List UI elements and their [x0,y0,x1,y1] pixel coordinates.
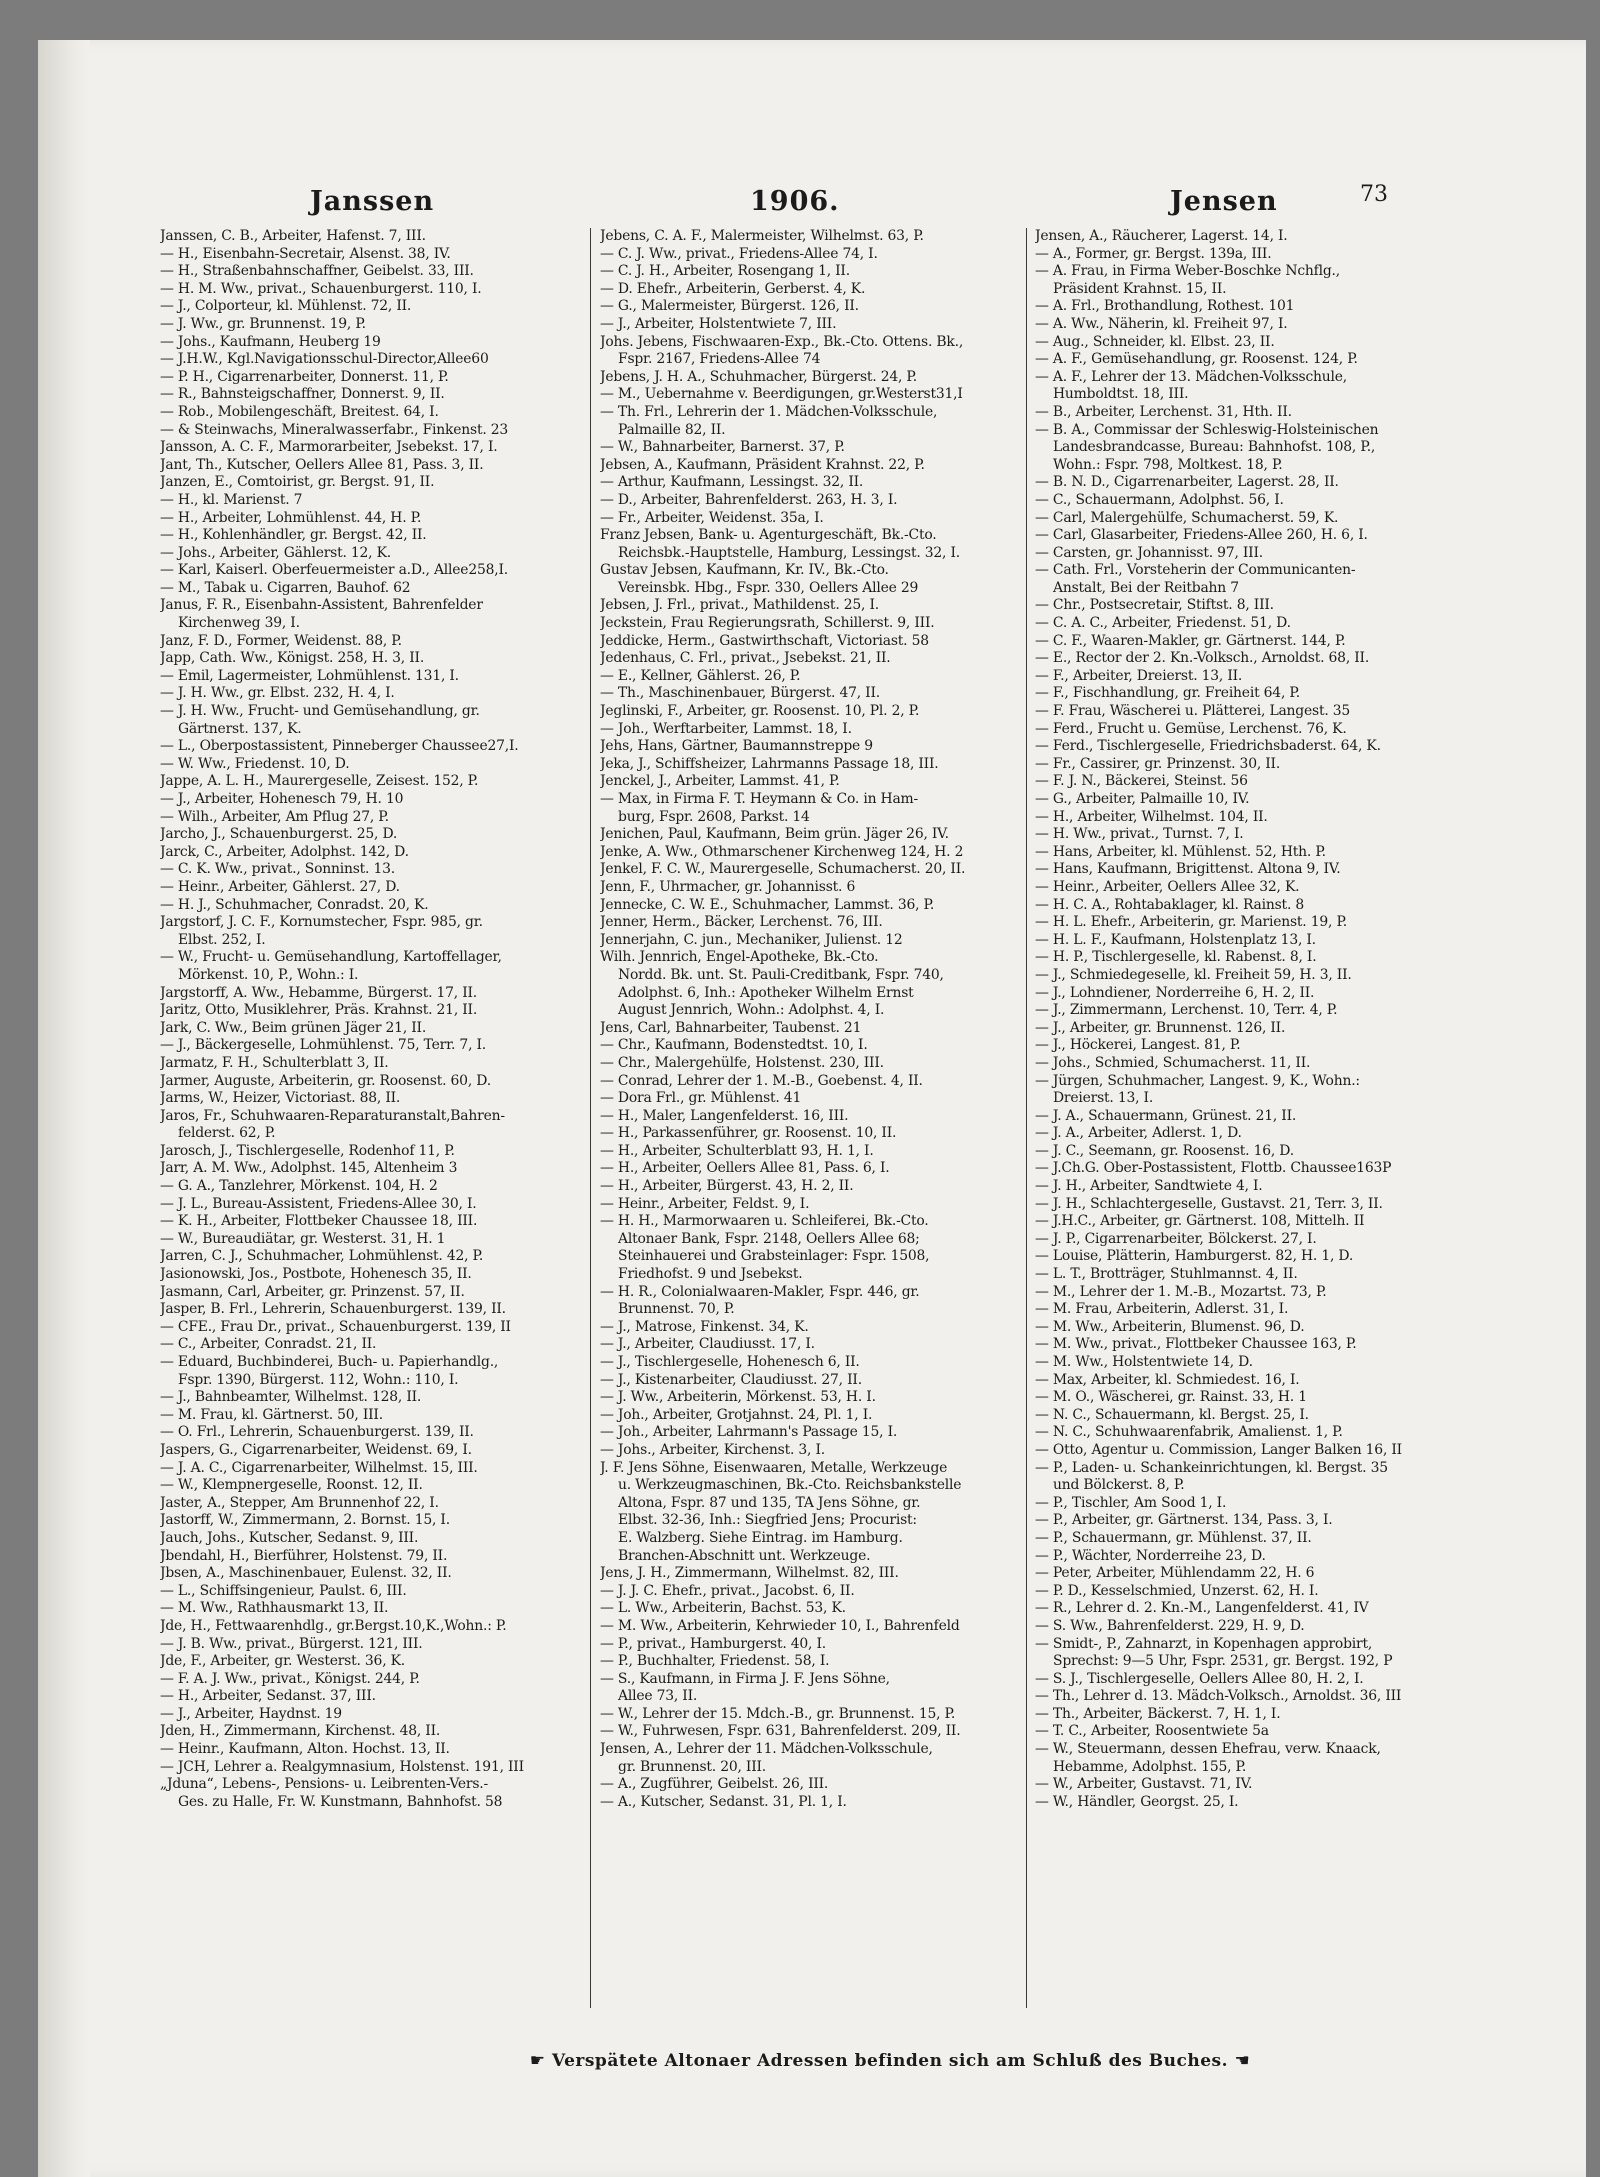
directory-entry: Gärtnerst. 137, K. [178,720,302,737]
directory-entry: — W., Frucht- u. Gemüsehandlung, Kartoffellager, [160,949,502,966]
directory-entry: — W., Händler, Georgst. 25, I. [1035,1793,1239,1810]
directory-entry: — J. A., Arbeiter, Adlerst. 1, D. [1035,1125,1242,1142]
directory-entry: Jensen, A., Lehrer der 11. Mädchen-Volksschule, [600,1741,933,1758]
directory-entry: — P. D., Kesselschmied, Unzerst. 62, H. I. [1035,1582,1319,1599]
directory-entry: — Aug., Schneider, kl. Elbst. 23, II. [1035,333,1275,350]
directory-entry: Jaros, Fr., Schuhwaaren-Reparaturanstalt,Bahren- [160,1107,505,1124]
directory-entry: — J., Höckerei, Langest. 81, P. [1035,1037,1241,1054]
directory-entry: — Hans, Arbeiter, kl. Mühlenst. 52, Hth. P. [1035,843,1326,860]
directory-entry: Jennerjahn, C. jun., Mechaniker, Julienst. 12 [600,931,903,948]
directory-entry: — A. F., Gemüsehandlung, gr. Roosenst. 124, P. [1035,351,1358,368]
directory-entry: — Heinr., Arbeiter, Gählerst. 27, D. [160,878,400,895]
directory-entry: Janssen, C. B., Arbeiter, Hafenst. 7, III. [160,228,426,244]
directory-entry: — C. F., Waaren-Makler, gr. Gärtnerst. 144, P. [1035,632,1346,649]
directory-entry: — J., Arbeiter, Haydnst. 19 [160,1705,342,1722]
directory-entry: — Heinr., Arbeiter, Feldst. 9, I. [600,1195,810,1212]
directory-entry: Jens, Carl, Bahnarbeiter, Taubenst. 21 [600,1019,862,1036]
directory-entry: — A. Frl., Brothandlung, Rothest. 101 [1035,298,1295,315]
directory-entry: — C. K. Ww., privat., Sonninst. 13. [160,861,395,878]
directory-entry: — Conrad, Lehrer der 1. M.-B., Goebenst. 4, II. [600,1072,923,1089]
directory-entry: — J.H.C., Arbeiter, gr. Gärtnerst. 108, Mittelh. II [1035,1213,1365,1230]
directory-entry: — H. M. Ww., privat., Schauenburgerst. 110, I. [160,280,482,297]
directory-entry: Johs. Jebens, Fischwaaren-Exp., Bk.-Cto. Ottens. Bk., [600,333,964,350]
directory-entry: Dreierst. 13, I. [1053,1090,1154,1107]
directory-entry: — H. Ww., privat., Turnst. 7, I. [1035,826,1244,843]
directory-entry: — Dora Frl., gr. Mühlenst. 41 [600,1090,802,1107]
directory-entry: Humboldtst. 18, III. [1053,386,1189,403]
directory-entry: — Th., Maschinenbauer, Bürgerst. 47, II. [600,685,880,702]
directory-entry: — H. J., Schuhmacher, Conradst. 20, K. [160,896,429,913]
directory-entry: — Johs., Kaufmann, Heuberg 19 [160,333,381,350]
directory-entry: — Wilh., Arbeiter, Am Pflug 27, P. [160,808,389,825]
directory-entry: — CFE., Frau Dr., privat., Schauenburgerst. 139, II [160,1318,511,1335]
directory-entry: Jarms, W., Heizer, Victoriast. 88, II. [160,1090,401,1107]
directory-entry: — H. L. Ehefr., Arbeiterin, gr. Marienst. 19, P. [1035,914,1347,931]
directory-entry: Jeglinski, F., Arbeiter, gr. Roosenst. 10, Pl. 2, P. [600,703,920,720]
directory-entry: — G., Malermeister, Bürgerst. 126, II. [600,298,859,315]
directory-entry: — H. R., Colonialwaaren-Makler, Fspr. 446, gr. [600,1283,920,1300]
directory-entry: Jenn, F., Uhrmacher, gr. Johannisst. 6 [600,878,856,895]
directory-entry: — A. F., Lehrer der 13. Mädchen-Volksschule, [1035,368,1348,385]
directory-entry: — W., Bahnarbeiter, Barnerst. 37, P. [600,439,845,456]
directory-entry: Franz Jebsen, Bank- u. Agenturgeschäft, Bk.-Cto. [600,527,937,544]
directory-entry: gr. Brunnenst. 20, III. [618,1758,767,1775]
directory-entry: — M. Ww., Arbeiterin, Kehrwieder 10, I., Bahrenfeld [600,1617,960,1634]
directory-entry: — H., Arbeiter, Oellers Allee 81, Pass. 6, I. [600,1160,890,1177]
directory-entry: Jarmer, Auguste, Arbeiterin, gr. Roosenst. 60, D. [160,1072,491,1089]
directory-entry: — H., Arbeiter, Schulterblatt 93, H. 1, I. [600,1142,874,1159]
directory-entry: — J. B. Ww., privat., Bürgerst. 121, III. [160,1635,423,1652]
directory-entry: — T. C., Arbeiter, Roosentwiete 5a [1035,1723,1269,1740]
directory-entry: — S., Kaufmann, in Firma J. F. Jens Söhne, [600,1670,890,1687]
directory-entry: — J. A. C., Cigarrenarbeiter, Wilhelmst. 15, III. [160,1459,478,1476]
directory-entry: — H. C. A., Rohtabaklager, kl. Rainst. 8 [1035,896,1305,913]
directory-entry: — S. J., Tischlergeselle, Oellers Allee 80, H. 2, I. [1035,1670,1364,1687]
directory-entry: Jenner, Herm., Bäcker, Lerchenst. 76, III. [600,914,883,931]
directory-entry: — E., Kellner, Gählerst. 26, P. [600,667,801,684]
directory-entry: — A., Kutscher, Sedanst. 31, Pl. 1, I. [600,1793,847,1810]
directory-entry: — A., Zugführer, Geibelst. 26, III. [600,1776,829,1793]
directory-entry: — Joh., Werftarbeiter, Lammst. 18, I. [600,720,852,737]
directory-entry: — L., Oberpostassistent, Pinneberger Chaussee27,I. [160,738,519,755]
directory-entry: — L. T., Brotträger, Stuhlmannst. 4, II. [1035,1266,1298,1283]
directory-entry: — A. Ww., Näherin, kl. Freiheit 97, I. [1035,315,1288,332]
directory-entry: — J. Ww., Arbeiterin, Mörkenst. 53, H. I. [600,1389,876,1406]
directory-entry: — Otto, Agentur u. Commission, Langer Balken 16, II [1035,1441,1402,1458]
directory-entry: — Carl, Malergehülfe, Schumacherst. 59, K. [1035,509,1339,526]
directory-entry: — Peter, Arbeiter, Mühlendamm 22, H. 6 [1035,1565,1315,1582]
directory-entry: Jargstorf, J. C. F., Kornumstecher, Fspr. 985, gr. [160,914,483,931]
directory-entry: Branchen-Abschnitt unt. Werkzeuge. [618,1547,871,1564]
header-year: 1906. [750,186,840,217]
directory-entry: — M., Uebernahme v. Beerdigungen, gr.Westerst31,I [600,386,963,403]
directory-entry: — B. N. D., Cigarrenarbeiter, Lagerst. 28, II. [1035,474,1339,491]
directory-entry: Jasmann, Carl, Arbeiter, gr. Prinzenst. 57, II. [160,1283,465,1300]
directory-entry: — H. P., Tischlergeselle, kl. Rabenst. 8, I. [1035,949,1317,966]
directory-entry: — P., Tischler, Am Sood 1, I. [1035,1494,1227,1511]
directory-entry: — Th., Arbeiter, Bäckerst. 7, H. 1, I. [1035,1705,1281,1722]
directory-entry: — P., Schauermann, gr. Mühlenst. 37, II. [1035,1529,1312,1546]
directory-entry: — Louise, Plätterin, Hamburgerst. 82, H. 1, D. [1035,1248,1354,1265]
directory-entry: Altona, Fspr. 87 und 135, TA Jens Söhne, gr. [618,1494,921,1511]
directory-entry: Jasionowski, Jos., Postbote, Hohenesch 35, II. [160,1266,472,1283]
directory-entry: — Jürgen, Schuhmacher, Langest. 9, K., Wohn.: [1035,1072,1360,1089]
directory-entry: Jensen, A., Räucherer, Lagerst. 14, I. [1035,228,1288,244]
directory-entry: — J. A., Schauermann, Grünest. 21, II. [1035,1107,1297,1124]
directory-entry: Jaritz, Otto, Musiklehrer, Präs. Krahnst. 21, II. [160,1002,478,1019]
directory-entry: — J., Arbeiter, Holstentwiete 7, III. [600,315,837,332]
directory-entry: felderst. 62, P. [178,1125,276,1142]
directory-entry: — Cath. Frl., Vorsteherin der Communicanten- [1035,562,1356,579]
directory-entry: — Joh., Arbeiter, Lahrmann's Passage 15, I. [600,1424,898,1441]
directory-entry: Jennecke, C. W. E., Schuhmacher, Lammst. 36, P. [600,896,935,913]
directory-entry: — J. P., Cigarrenarbeiter, Bölckerst. 27, I. [1035,1230,1317,1247]
directory-entry: Ges. zu Halle, Fr. W. Kunstmann, Bahnhofst. 58 [178,1793,503,1810]
directory-entry: Jappe, A. L. H., Maurergeselle, Zeisest. 152, P. [160,773,479,790]
directory-entry: Jens, J. H., Zimmermann, Wilhelmst. 82, III. [600,1565,899,1582]
directory-entry: — J., Bahnbeamter, Wilhelmst. 128, II. [160,1389,422,1406]
directory-entry: August Jennrich, Wohn.: Adolphst. 4, I. [618,1002,885,1019]
directory-entry: — W., Bureaudiätar, gr. Westerst. 31, H. 1 [160,1230,446,1247]
directory-entry: — H., Arbeiter, Wilhelmst. 104, II. [1035,808,1268,825]
directory-entry: — J. Ww., gr. Brunnenst. 19, P. [160,315,366,332]
directory-entry: Fspr. 2167, Friedens-Allee 74 [618,351,821,368]
directory-entry: — G. A., Tanzlehrer, Mörkenst. 104, H. 2 [160,1178,438,1195]
directory-entry: Jarr, A. M. Ww., Adolphst. 145, Altenheim 3 [160,1160,458,1177]
directory-entry: — Hans, Kaufmann, Brigittenst. Altona 9, IV. [1035,861,1341,878]
directory-entry: Landesbrandcasse, Bureau: Bahnhofst. 108, P., [1053,439,1376,456]
directory-entry: Brunnenst. 70, P. [618,1301,735,1318]
directory-entry: — M. O., Wäscherei, gr. Rainst. 33, H. 1 [1035,1389,1307,1406]
directory-entry: — Fr., Cassirer, gr. Prinzenst. 30, II. [1035,755,1281,772]
directory-entry: Jansson, A. C. F., Marmorarbeiter, Jsebekst. 17, I. [160,439,498,456]
directory-entry: — P., Arbeiter, gr. Gärtnerst. 134, Pass. 3, I. [1035,1512,1333,1529]
directory-entry: — J. J. C. Ehefr., privat., Jacobst. 6, II. [600,1582,855,1599]
directory-entry: u. Werkzeugmaschinen, Bk.-Cto. Reichsbankstelle [618,1477,962,1494]
directory-entry: — G., Arbeiter, Palmaille 10, IV. [1035,791,1250,807]
directory-entry: — J. L., Bureau-Assistent, Friedens-Allee 30, I. [160,1195,477,1212]
directory-entry: Kirchenweg 39, I. [178,615,300,632]
directory-entry: Jde, F., Arbeiter, gr. Westerst. 36, K. [160,1653,406,1670]
directory-entry: — H., Arbeiter, Lohmühlenst. 44, H. P. [160,509,422,526]
directory-entry: Fspr. 1390, Bürgerst. 112, Wohn.: 110, I. [178,1371,459,1388]
directory-entry: — Chr., Kaufmann, Bodenstedtst. 10, I. [600,1037,868,1054]
directory-entry: — C., Schauermann, Adolphst. 56, I. [1035,491,1284,508]
directory-entry: — Heinr., Arbeiter, Oellers Allee 32, K. [1035,878,1300,895]
directory-entry: — Carl, Glasarbeiter, Friedens-Allee 260, H. 6, I. [1035,527,1368,544]
directory-entry: — Th. Frl., Lehrerin der 1. Mädchen-Volksschule, [600,403,938,420]
footer-text: Verspätete Altonaer Adressen befinden sich am Schluß des Buches. [551,2051,1229,2071]
directory-entry: — C., Arbeiter, Conradst. 21, II. [160,1336,377,1353]
directory-entry: — F. Frau, Wäscherei u. Plätterei, Langest. 35 [1035,703,1351,720]
directory-entry: — F., Fischhandlung, gr. Freiheit 64, P. [1035,685,1300,702]
directory-entry: — M. Ww., Holstentwiete 14, D. [1035,1354,1253,1370]
directory-entry: — J., Lohndiener, Norderreihe 6, H. 2, II. [1035,984,1315,1001]
directory-entry: Jasper, B. Frl., Lehrerin, Schauenburgerst. 139, II. [160,1301,506,1318]
directory-entry: E. Walzberg. Siehe Eintrag. im Hamburg. [618,1529,903,1546]
directory-entry: und Bölckerst. 8, P. [1053,1477,1185,1494]
directory-entry: Jbsen, A., Maschinenbauer, Eulenst. 32, II. [160,1565,452,1582]
directory-entry: Jeka, J., Schiffsheizer, Lahrmanns Passage 18, III. [600,755,939,772]
directory-entry: Jenckel, J., Arbeiter, Lammst. 41, P. [600,773,840,790]
directory-entry: Sprechst: 9—5 Uhr, Fspr. 2531, gr. Bergst. 192, P [1053,1653,1393,1670]
directory-entry: Jarosch, J., Tischlergeselle, Rodenhof 11, P. [160,1142,455,1159]
directory-entry: — P., Buchhalter, Friedenst. 58, I. [600,1653,830,1670]
directory-entry: burg, Fspr. 2608, Parkst. 14 [618,808,810,825]
directory-entry: Jaspers, G., Cigarrenarbeiter, Weidenst. 69, I. [160,1441,472,1458]
header-left-keyword: Janssen [310,186,435,217]
directory-entry: Jbendahl, H., Bierführer, Holstenst. 79, II. [160,1547,448,1564]
directory-entry: — P., Laden- u. Schankeinrichtungen, kl. Bergst. 35 [1035,1459,1388,1476]
directory-entry: — D., Arbeiter, Bahrenfelderst. 263, H. 3, I. [600,491,898,508]
directory-entry: — H., Straßenbahnschaffner, Geibelst. 33, III. [160,263,474,280]
directory-entry: — W. Ww., Friedenst. 10, D. [160,755,350,772]
directory-entry: Mörkenst. 10, P., Wohn.: I. [178,966,359,983]
directory-entry: — B., Arbeiter, Lerchenst. 31, Hth. II. [1035,403,1292,420]
directory-entry: Jebsen, A., Kaufmann, Präsident Krahnst. 22, P. [600,456,925,473]
directory-entry: — C. A. C., Arbeiter, Friedenst. 51, D. [1035,615,1291,632]
directory-entry: Palmaille 82, II. [618,421,726,438]
directory-column-2 [600,228,1015,2038]
directory-entry: — Emil, Lagermeister, Lohmühlenst. 131, I. [160,667,459,684]
page-gutter-shadow [38,40,90,2177]
directory-entry: Jeckstein, Frau Regierungsrath, Schillerst. 9, III. [600,615,935,632]
directory-entry: — J. H., Schlachtergeselle, Gustavst. 21, Terr. 3, II. [1035,1195,1383,1212]
directory-entry: — Max, Arbeiter, kl. Schmiedest. 16, I. [1035,1371,1300,1388]
directory-entry: Jebens, J. H. A., Schuhmacher, Bürgerst. 24, P. [600,368,917,385]
directory-entry: „Jduna“, Lebens-, Pensions- u. Leibrenten-Vers.- [160,1776,488,1793]
directory-entry: — Karl, Kaiserl. Oberfeuermeister a.D., Allee258,I. [160,562,508,579]
directory-entry: — F. A. J. Ww., privat., Königst. 244, P. [160,1670,420,1687]
directory-entry: Jark, C. Ww., Beim grünen Jäger 21, II. [160,1019,427,1036]
directory-entry: — Max, in Firma F. T. Heymann & Co. in Ham- [600,791,918,807]
directory-entry: — W., Steuermann, dessen Ehefrau, verw. Knaack, [1035,1741,1381,1758]
directory-entry: Jden, H., Zimmermann, Kirchenst. 48, II. [160,1723,441,1740]
directory-entry: — O. Frl., Lehrerin, Schauenburgerst. 139, II. [160,1424,474,1441]
directory-entry: — J. H. Ww., gr. Elbst. 232, H. 4, I. [160,685,395,702]
directory-entry: — M., Tabak u. Cigarren, Bauhof. 62 [160,579,411,596]
directory-entry: Anstalt, Bei der Reitbahn 7 [1053,579,1239,596]
directory-entry: — F. J. N., Bäckerei, Steinst. 56 [1035,773,1248,790]
directory-entry: — P., Wächter, Norderreihe 23, D. [1035,1547,1266,1564]
directory-entry: Jebsen, J. Frl., privat., Mathildenst. 25, I. [600,597,879,614]
directory-entry: Jargstorff, A. Ww., Hebamme, Bürgerst. 17, II. [160,984,478,1001]
directory-entry: Adolphst. 6, Inh.: Apotheker Wilhelm Ernst [618,984,914,1001]
directory-entry: Gustav Jebsen, Kaufmann, Kr. IV., Bk.-Cto. [600,562,889,579]
directory-entry: Wohn.: Fspr. 798, Moltkest. 18, P. [1053,456,1283,473]
directory-entry: Steinhauerei und Grabsteinlager: Fspr. 1508, [618,1248,930,1265]
directory-entry: — Eduard, Buchbinderei, Buch- u. Papierhandlg., [160,1354,499,1370]
directory-column-3 [1035,228,1495,2038]
directory-entry: Jarck, C., Arbeiter, Adolphst. 142, D. [160,843,409,860]
directory-columns [160,228,1540,2038]
directory-entry: — Arthur, Kaufmann, Lessingst. 32, II. [600,474,864,491]
directory-entry: — Johs., Arbeiter, Gählerst. 12, K. [160,544,391,561]
directory-entry: Jenkel, F. C. W., Maurergeselle, Schumacherst. 20, II. [600,861,966,878]
directory-entry: — J., Zimmermann, Lerchenst. 10, Terr. 4, P. [1035,1002,1338,1019]
directory-entry: — P. H., Cigarrenarbeiter, Donnerst. 11, P. [160,368,449,385]
directory-entry: Altonaer Bank, Fspr. 2148, Oellers Allee 68; [618,1230,920,1247]
directory-entry: — M. Ww., Rathhausmarkt 13, II. [160,1600,389,1617]
directory-entry: — E., Rector der 2. Kn.-Volksch., Arnoldst. 68, II. [1035,650,1370,667]
page-content [160,136,1540,2116]
directory-entry: Janus, F. R., Eisenbahn-Assistent, Bahrenfelder [160,597,483,614]
book-page [38,40,1586,2177]
directory-entry: — Smidt-, P., Zahnarzt, in Kopenhagen approbirt, [1035,1635,1373,1652]
directory-entry: Präsident Krahnst. 15, II. [1053,280,1227,297]
directory-entry: — Heinr., Kaufmann, Alton. Hochst. 13, II. [160,1741,450,1758]
directory-entry: — R., Lehrer d. 2. Kn.-M., Langenfelderst. 41, IV [1035,1600,1369,1617]
directory-entry: Wilh. Jennrich, Engel-Apotheke, Bk.-Cto. [600,949,879,966]
directory-entry: — Johs., Schmied, Schumacherst. 11, II. [1035,1054,1311,1071]
directory-entry: Jenichen, Paul, Kaufmann, Beim grün. Jäger 26, IV. [600,826,949,843]
directory-entry: — Fr., Arbeiter, Weidenst. 35a, I. [600,509,824,526]
directory-entry: — H., Parkassenführer, gr. Roosenst. 10, II. [600,1125,897,1142]
directory-entry: — J.Ch.G. Ober-Postassistent, Flottb. Chaussee163P [1035,1160,1392,1177]
directory-entry: — R., Bahnsteigschaffner, Donnerst. 9, II. [160,386,445,403]
directory-entry: — M. Frau, kl. Gärtnerst. 50, III. [160,1406,383,1423]
directory-entry: Jarren, C. J., Schuhmacher, Lohmühlenst. 42, P. [160,1248,484,1265]
directory-entry: — Ferd., Frucht u. Gemüse, Lerchenst. 76, K. [1035,720,1347,737]
directory-entry: — P., privat., Hamburgerst. 40, I. [600,1635,826,1652]
directory-entry: — N. C., Schuhwaarenfabrik, Amalienst. 1, P. [1035,1424,1343,1441]
header-right-keyword: Jensen [1170,186,1278,217]
directory-entry: — Th., Lehrer d. 13. Mädch-Volksch., Arnoldst. 36, III [1035,1688,1402,1705]
directory-entry: — J. H. Ww., Frucht- und Gemüsehandlung, gr. [160,703,480,720]
directory-entry: — J. H., Arbeiter, Sandtwiete 4, I. [1035,1178,1263,1195]
directory-entry: Jarcho, J., Schauenburgerst. 25, D. [160,826,398,843]
directory-entry: — M., Lehrer der 1. M.-B., Mozartst. 73, P. [1035,1283,1327,1300]
directory-entry: Vereinsbk. Hbg., Fspr. 330, Oellers Allee 29 [618,579,919,596]
directory-entry: — F., Arbeiter, Dreierst. 13, II. [1035,667,1243,684]
directory-entry: — J., Schmiedegeselle, kl. Freiheit 59, H. 3, II. [1035,966,1352,983]
directory-entry: — M. Frau, Arbeiterin, Adlerst. 31, I. [1035,1301,1289,1318]
directory-entry: — M. Ww., privat., Flottbeker Chaussee 163, P. [1035,1336,1357,1353]
directory-entry: — JCH, Lehrer a. Realgymnasium, Holstenst. 191, III [160,1758,524,1775]
directory-entry: — B. A., Commissar der Schleswig-Holsteinischen [1035,421,1379,438]
directory-entry: — W., Klempnergeselle, Roonst. 12, II. [160,1477,423,1494]
directory-entry: — K. H., Arbeiter, Flottbeker Chaussee 18, III. [160,1213,478,1230]
directory-entry: Janzen, E., Comtoirist, gr. Bergst. 91, II. [160,474,435,491]
directory-entry: — J., Arbeiter, Hohenesch 79, H. 10 [160,791,404,807]
directory-entry: — & Steinwachs, Mineralwasserfabr., Finkenst. 23 [160,421,509,438]
directory-entry: Friedhofst. 9 und Jsebekst. [618,1266,803,1283]
directory-entry: — N. C., Schauermann, kl. Bergst. 25, I. [1035,1406,1309,1423]
directory-entry: — W., Fuhrwesen, Fspr. 631, Bahrenfelderst. 209, II. [600,1723,961,1740]
directory-entry: Jehs, Hans, Gärtner, Baumannstreppe 9 [600,738,873,755]
directory-entry: — Joh., Arbeiter, Grotjahnst. 24, Pl. 1, I. [600,1406,873,1423]
directory-entry: Jde, H., Fettwaarenhdlg., gr.Bergst.10,K.,Wohn.: P. [160,1617,507,1634]
directory-entry: — J., Arbeiter, gr. Brunnenst. 126, II. [1035,1019,1286,1036]
directory-entry: — L., Schiffsingenieur, Paulst. 6, III. [160,1582,407,1599]
directory-entry: — H., Arbeiter, Bürgerst. 43, H. 2, II. [600,1178,854,1195]
directory-entry: — J., Bäckergeselle, Lohmühlenst. 75, Terr. 7, I. [160,1037,487,1054]
directory-entry: Nordd. Bk. unt. St. Pauli-Creditbank, Fspr. 740, [618,966,944,983]
page-number: 73 [1360,182,1388,207]
directory-entry: Jant, Th., Kutscher, Oellers Allee 81, Pass. 3, II. [160,456,484,473]
directory-entry: — J., Arbeiter, Claudiusst. 17, I. [600,1336,815,1353]
directory-entry: Jeddicke, Herm., Gastwirthschaft, Victoriast. 58 [600,632,929,649]
directory-entry: — H., Kohlenhändler, gr. Bergst. 42, II. [160,527,427,544]
directory-entry: — Carsten, gr. Johannisst. 97, III. [1035,544,1263,561]
footer-note [340,2051,1440,2071]
directory-entry: — A. Frau, in Firma Weber-Boschke Nchflg., [1035,263,1340,280]
directory-entry: Allee 73, II. [618,1688,698,1705]
directory-entry: Janz, F. D., Former, Weidenst. 88, P. [160,632,402,649]
pointing-hand-left-icon: ☛ [529,2051,546,2071]
directory-entry: Elbst. 252, I. [178,931,266,948]
directory-entry: — J. C., Seemann, gr. Roosenst. 16, D. [1035,1142,1294,1159]
directory-entry: Jebens, C. A. F., Malermeister, Wilhelmst. 63, P. [600,228,924,244]
directory-entry: — Ferd., Tischlergeselle, Friedrichsbaderst. 64, K. [1035,738,1381,755]
directory-entry: — W., Arbeiter, Gustavst. 71, IV. [1035,1776,1253,1793]
directory-entry: Hebamme, Adolphst. 155, P. [1053,1758,1247,1775]
directory-entry: Jedenhaus, C. Frl., privat., Jsebekst. 21, II. [600,650,891,667]
directory-entry: — H. H., Marmorwaaren u. Schleiferei, Bk.-Cto. [600,1213,929,1230]
directory-entry: — Chr., Malergehülfe, Holstenst. 230, III. [600,1054,884,1071]
directory-entry: Jastorff, W., Zimmermann, 2. Bornst. 15, I. [160,1512,450,1529]
directory-entry: — W., Lehrer der 15. Mdch.-B., gr. Brunnenst. 15, P. [600,1705,956,1722]
page-header [160,182,1540,222]
directory-entry: — J., Kistenarbeiter, Claudiusst. 27, II. [600,1371,862,1388]
directory-entry: Elbst. 32-36, Inh.: Siegfried Jens; Procurist: [618,1512,917,1529]
directory-entry: — A., Former, gr. Bergst. 139a, III. [1035,245,1272,262]
directory-entry: — C. J. Ww., privat., Friedens-Allee 74, I. [600,245,878,262]
pointing-hand-right-icon: ☚ [1234,2051,1251,2071]
directory-entry: Reichsbk.-Hauptstelle, Hamburg, Lessingst. 32, I. [618,544,960,561]
directory-entry: — S. Ww., Bahrenfelderst. 229, H. 9, D. [1035,1617,1305,1634]
directory-entry: — H. L. F., Kaufmann, Holstenplatz 13, I. [1035,931,1316,948]
directory-entry: J. F. Jens Söhne, Eisenwaaren, Metalle, Werkzeuge [600,1459,948,1476]
directory-entry: Jenke, A. Ww., Othmarschener Kirchenweg 124, H. 2 [600,843,964,860]
directory-entry: — H., Arbeiter, Sedanst. 37, III. [160,1688,376,1705]
directory-entry: — H., kl. Marienst. 7 [160,491,303,508]
directory-entry: — Johs., Arbeiter, Kirchenst. 3, I. [600,1441,825,1458]
directory-entry: — J., Tischlergeselle, Hohenesch 6, II. [600,1354,860,1370]
directory-entry: Jarmatz, F. H., Schulterblatt 3, II. [160,1054,389,1071]
directory-entry: — J., Matrose, Finkenst. 34, K. [600,1318,809,1335]
directory-entry: Japp, Cath. Ww., Königst. 258, H. 3, II. [160,650,425,667]
directory-column-1 [160,228,575,2038]
directory-entry: — H., Maler, Langenfelderst. 16, III. [600,1107,849,1124]
directory-entry: — L. Ww., Arbeiterin, Bachst. 53, K. [600,1600,846,1617]
directory-entry: — C. J. H., Arbeiter, Rosengang 1, II. [600,263,850,280]
directory-entry: — M. Ww., Arbeiterin, Blumenst. 96, D. [1035,1318,1305,1335]
directory-entry: — Chr., Postsecretair, Stiftst. 8, III. [1035,597,1274,614]
directory-entry: — H., Eisenbahn-Secretair, Alsenst. 38, IV. [160,245,451,262]
directory-entry: — Rob., Mobilengeschäft, Breitest. 64, I. [160,403,439,420]
directory-entry: Jauch, Johs., Kutscher, Sedanst. 9, III. [160,1529,419,1546]
directory-entry: — D. Ehefr., Arbeiterin, Gerberst. 4, K. [600,280,866,297]
directory-entry: — J., Colporteur, kl. Mühlenst. 72, II. [160,298,412,315]
directory-entry: — J.H.W., Kgl.Navigationsschul-Director,Allee60 [160,351,489,368]
directory-entry: Jaster, A., Stepper, Am Brunnenhof 22, I. [160,1494,439,1511]
